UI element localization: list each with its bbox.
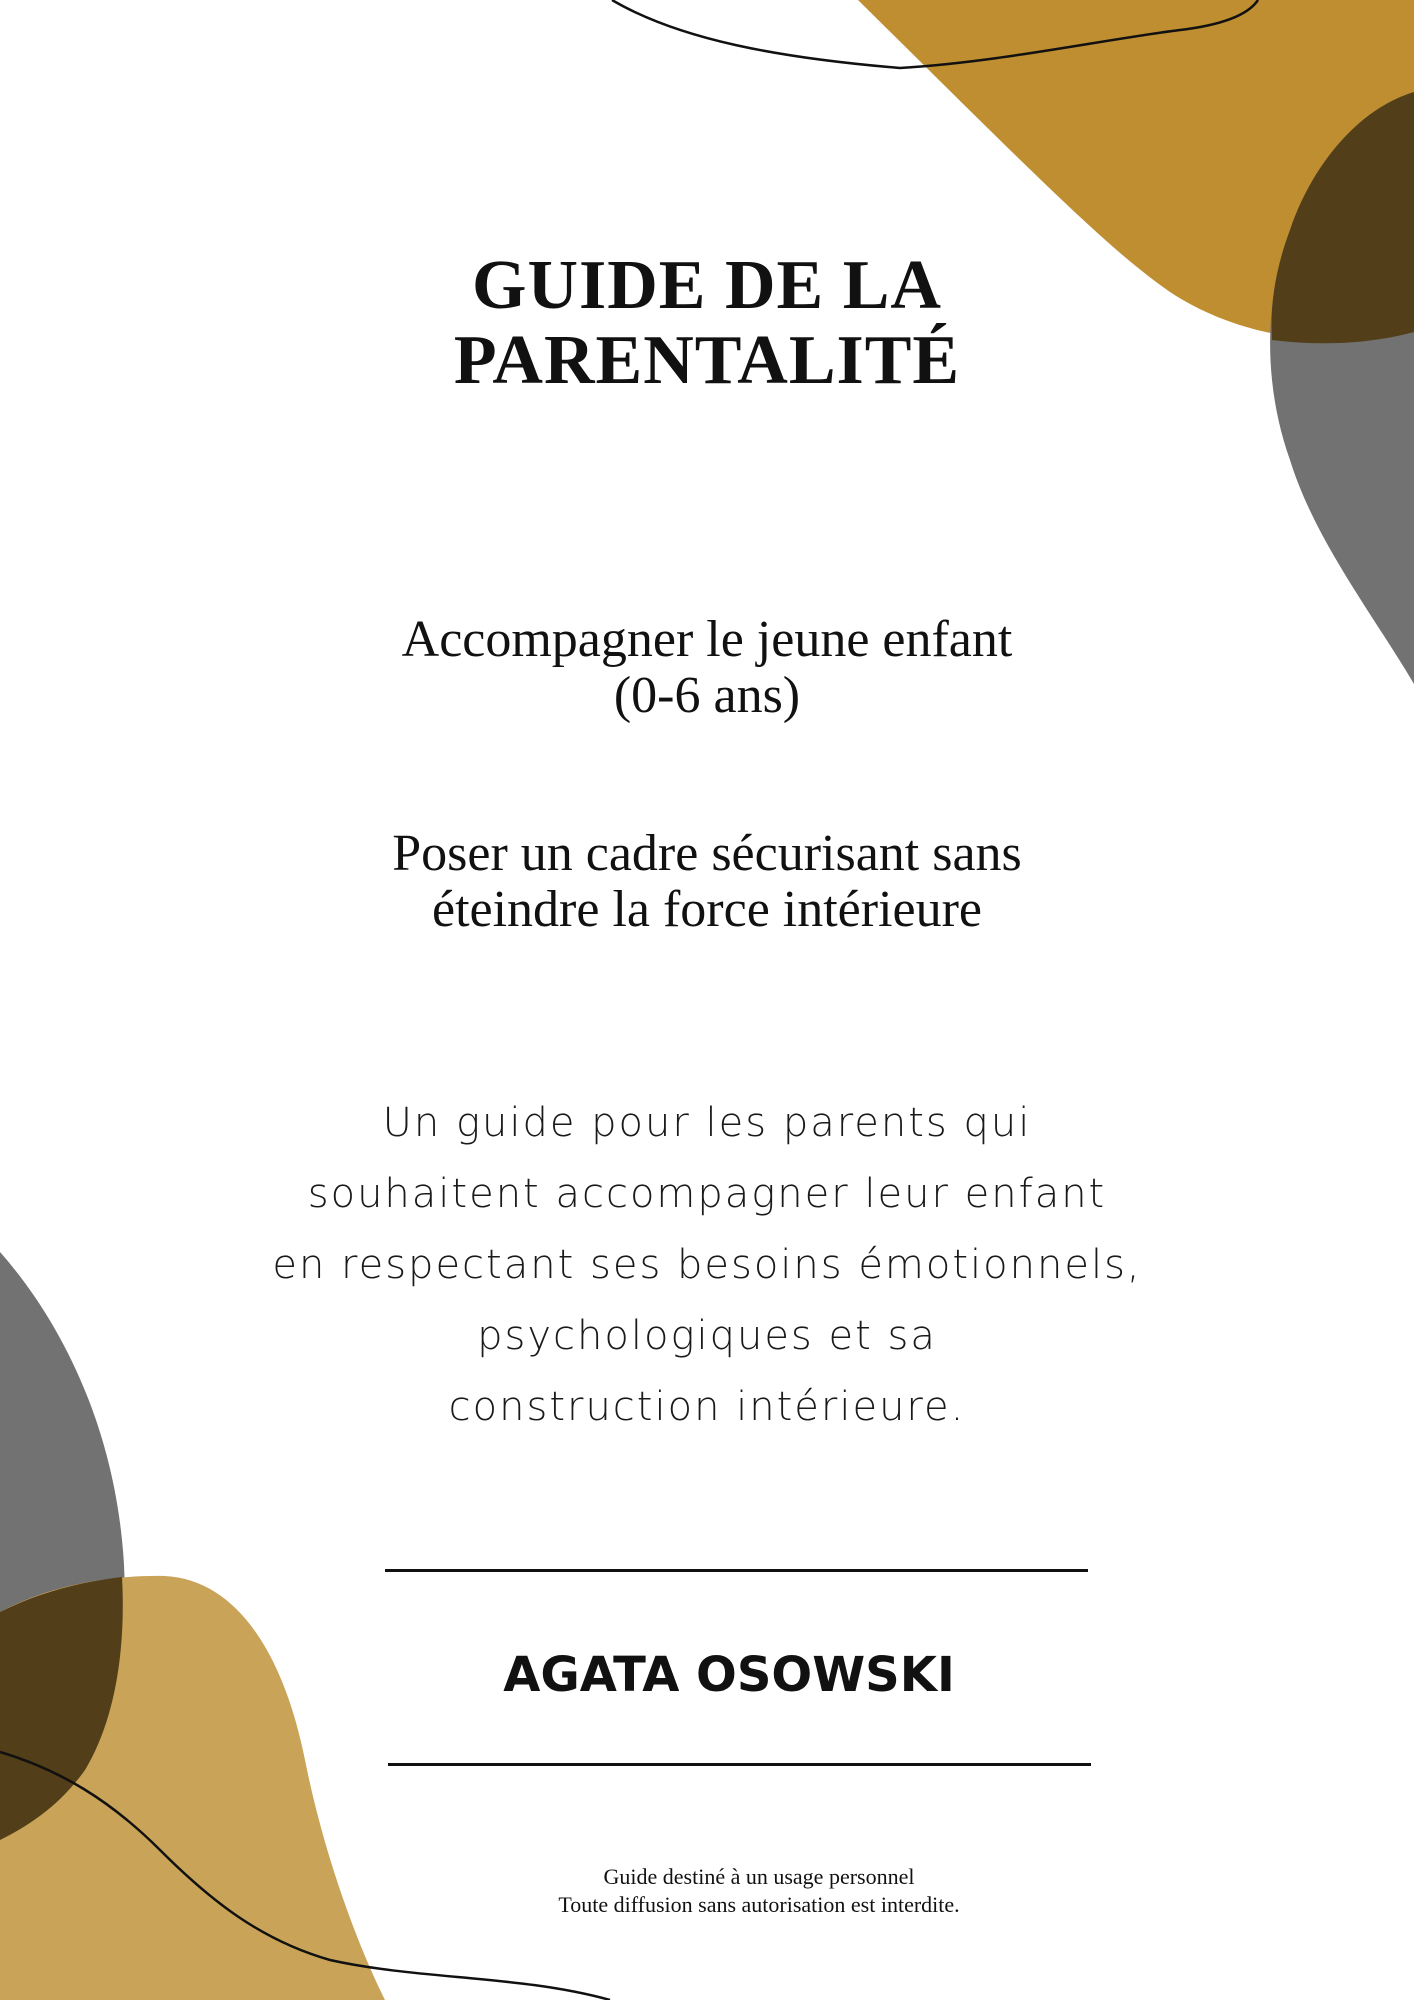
divider-top xyxy=(385,1569,1088,1572)
description-line-2: souhaitent accompagner leur enfant xyxy=(307,1171,1107,1217)
tagline-line-2: éteindre la force intérieure xyxy=(432,881,982,938)
subtitle-line-1: Accompagner le jeune enfant xyxy=(401,611,1013,668)
footer-line-1: Guide destiné à un usage personnel xyxy=(603,1864,915,1889)
footer-notice xyxy=(52,1863,1414,1919)
subtitle-line-2: (0-6 ans) xyxy=(613,667,801,724)
subtitle xyxy=(0,612,1414,724)
footer-line-2: Toute diffusion sans autorisation est interdite. xyxy=(558,1892,960,1917)
description-line-5: construction intérieure. xyxy=(448,1384,966,1430)
tagline xyxy=(0,826,1414,938)
title-line-1: GUIDE DE LA xyxy=(472,247,942,324)
tagline-line-1: Poser un cadre sécurisant sans xyxy=(392,825,1022,882)
description xyxy=(0,1088,1414,1443)
description-line-1: Un guide pour les parents qui xyxy=(382,1100,1032,1146)
document-title xyxy=(0,248,1414,398)
description-line-4: psychologiques et sa xyxy=(477,1313,937,1359)
title-line-2: PARENTALITÉ xyxy=(453,322,961,399)
description-line-3: en respectant ses besoins émotionnels, xyxy=(272,1242,1142,1288)
author-name: AGATA OSOWSKI xyxy=(503,1647,955,1703)
divider-bottom xyxy=(388,1763,1091,1766)
